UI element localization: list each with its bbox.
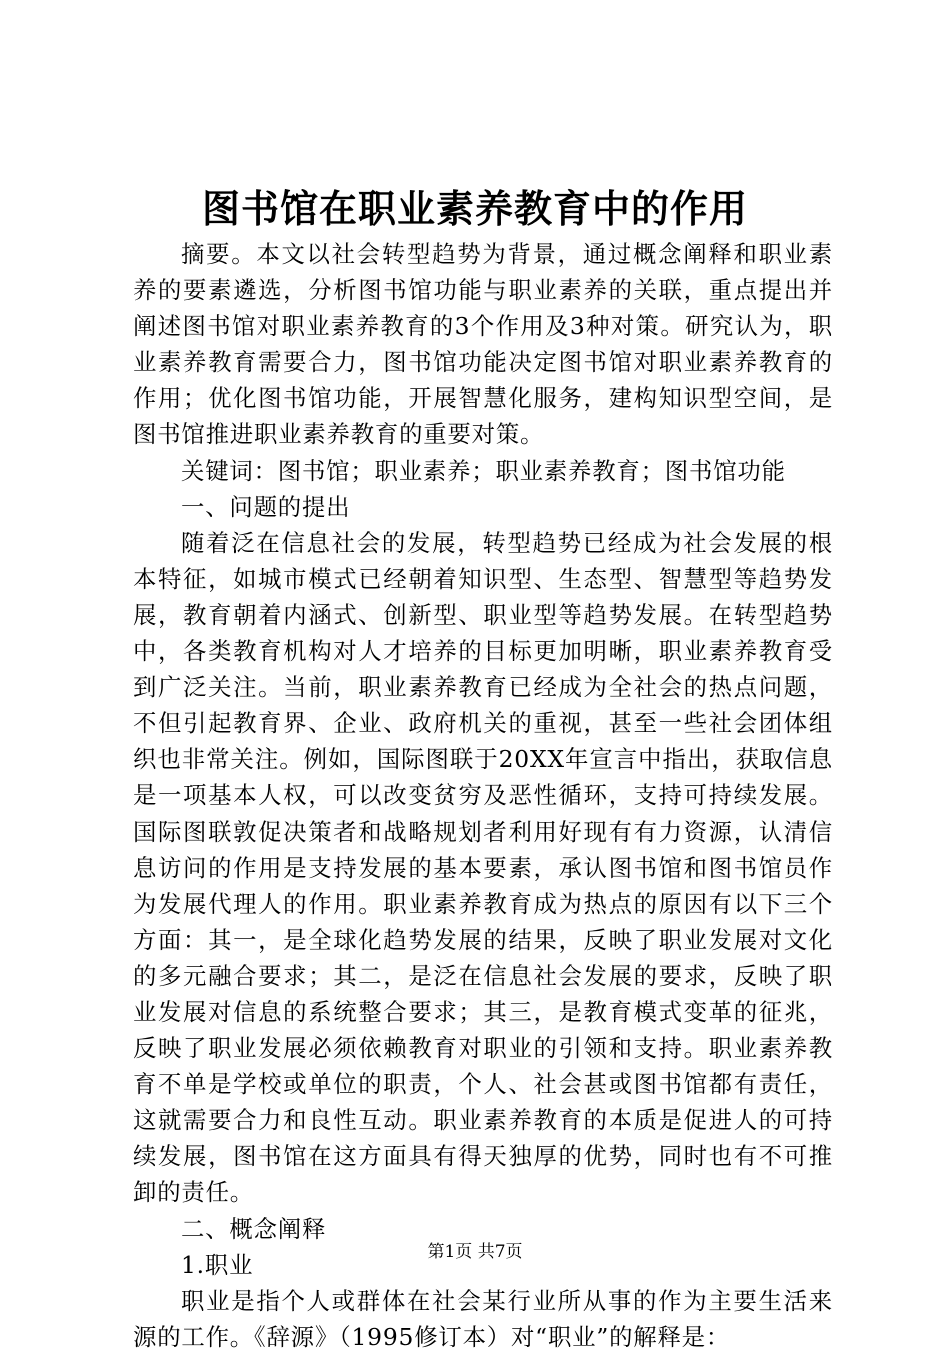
document-body [133, 236, 833, 1355]
page-number-footer: 第1页 共7页 [427, 1242, 523, 1262]
section-heading-2: 二、概念阐释 [181, 1214, 327, 1243]
section-paragraph-1: 随着泛在信息社会的发展，转型趋势已经成为社会发展的根本特征，如城市模式已经朝着知识型、生态型、智慧型等趋势发展，教育朝着内涵式、创新型、职业型等趋势发展。在转型趋势中，各类教育机构对人才培养的目标更加明晰，职业素养教育受到广泛关注。当前，职业素养教育已经成为全社会的热点问题，不但引起教育界、企业、政府机关的重视，甚至一些社会团体组织也非常关注。例如，国际图联于20XX年宣言中指出，获取信息是一项基本人权，可以改变贫穷及恶性循环，支持可持续发展。国际图联敦促决策者和战略规划者利用好现有有力资源，认清信息访问的作用是支持发展的基本要素，承认图书馆和图书馆员作为发展代理人的作用。职业素养教育成为热点的原因有以下三个方面：其一，是全球化趋势发展的结果，反映了职业发展对文化的多元融合要求；其二，是泛在信息社会发展的要求，反映了职业发展对信息的系统整合要求；其三，是教育模式变革的征兆，反映了职业发展必须依赖教育对职业的引领和支持。职业素养教育不单是学校或单位的职责，个人、社会甚或图书馆都有责任，这就需要合力和良性互动。职业素养教育的本质是促进人的可持续发展，图书馆在这方面具有得天独厚的优势，同时也有不可推卸的责任。 [133, 528, 833, 1207]
subsection-paragraph-1: 职业是指个人或群体在社会某行业所从事的作为主要生活来源的工作。《辞源》（1995修订本）对“职业”的解释是： [133, 1286, 833, 1351]
document-title: 图书馆在职业素养教育中的作用 [201, 187, 748, 231]
section-heading-1: 一、问题的提出 [181, 492, 351, 521]
abstract-paragraph: 摘要。本文以社会转型趋势为背景，通过概念阐释和职业素养的要素遴选，分析图书馆功能与职业素养的关联，重点提出并阐述图书馆对职业素养教育的3个作用及3种对策。研究认为，职业素养教育需要合力，图书馆功能决定图书馆对职业素养教育的作用；优化图书馆功能，开展智慧化服务，建构知识型空间，是图书馆推进职业素养教育的重要对策。 [133, 240, 833, 449]
subsection-heading-1: 1.职业 [181, 1250, 254, 1279]
keywords-line: 关键词：图书馆；职业素养；职业素养教育；图书馆功能 [181, 456, 786, 485]
